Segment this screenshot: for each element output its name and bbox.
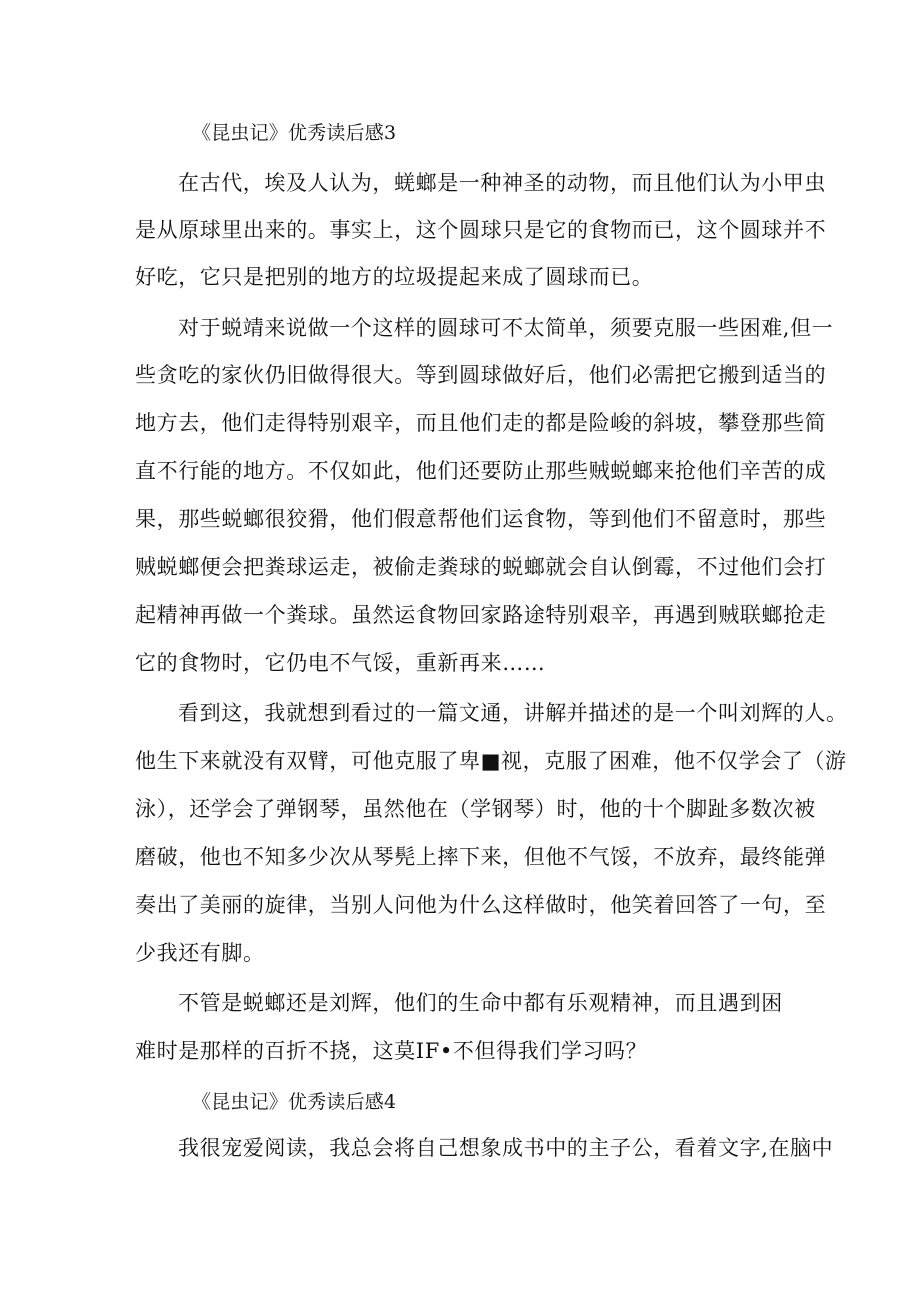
paragraph-5-line-1: 我很宠爱阅读，我总会将自己想象成书中的主子公，看着文字,在脑中 [178,1136,834,1160]
paragraph-3-line-5: 奏出了美丽的旋律，当别人问他为什么这样做时，他笑着回答了一句，至 [135,893,827,917]
paragraph-2-line-4: 直不行能的地方。不仅如此，他们还要防止那些贼蜕螂来抢他们辛苦的成 [135,459,827,483]
paragraph-3-line-6: 少我还有脚。 [135,941,265,965]
paragraph-2-line-2: 些贪吃的家伙仍旧做得很大。等到圆球做好后，他们必需把它搬到适当的 [135,363,827,387]
paragraph-2-line-3: 地方去，他们走得特别艰辛，而且他们走的都是险峻的斜坡，攀登那些简 [135,411,827,435]
paragraph-3-line-4: 磨破，他也不知多少次从琴髡上摔下来，但他不气馁，不放弃，最终能弹 [135,845,827,869]
paragraph-2-line-7: 起精神再做一个粪球。虽然运食物回家路途特别艰辛，再遇到贼联螂抢走 [135,603,827,627]
paragraph-1-line-1: 在古代，埃及人认为，蜣螂是一种神圣的动物，而且他们认为小甲虫 [178,171,826,195]
paragraph-1-line-2: 是从原球里出来的。事实上，这个圆球只是它的食物而已，这个圆球并不 [135,218,827,242]
paragraph-2-line-8: 它的食物时，它仍电不气馁，重新再来…… [135,651,546,675]
paragraph-3-line-1: 看到这，我就想到看过的一篇文通，讲解并描述的是一个叫刘辉的人。 [178,701,848,725]
paragraph-2-line-6: 贼蜕螂便会把粪球运走，被偷走粪球的蜕螂就会自认倒霉，不过他们会打 [135,555,827,579]
paragraph-3-line-3: 泳），还学会了弹钢琴，虽然他在（学钢琴）时，他的十个脚趾多数次被 [135,797,816,821]
paragraph-2-line-1: 对于蜕靖来说做一个这样的圆球可不太简单，须要克服一些困难,但一 [178,316,834,340]
paragraph-4-line-2: 难时是那样的百折不挠，这莫IF•不但得我们学习吗？ [135,1039,648,1063]
paragraph-3-line-2: 他生下来就没有双臂，可他克服了卑■视，克服了困难，他不仅学会了（游 [135,749,847,773]
paragraph-1-line-3: 好吃，它只是把别的地方的垃圾提起来成了圆球而已。 [135,265,654,289]
paragraph-4-line-1: 不管是蜕螂还是刘辉，他们的生命中都有乐观精神，而且遇到困 [178,991,783,1015]
paragraph-2-line-5: 果，那些蜕螂很狡猾，他们假意帮他们运食物，等到他们不留意时，那些 [135,507,827,531]
section-title-3: 《昆虫记》优秀读后感3 [192,122,397,144]
section-title-4: 《昆虫记》优秀读后感4 [192,1091,397,1113]
